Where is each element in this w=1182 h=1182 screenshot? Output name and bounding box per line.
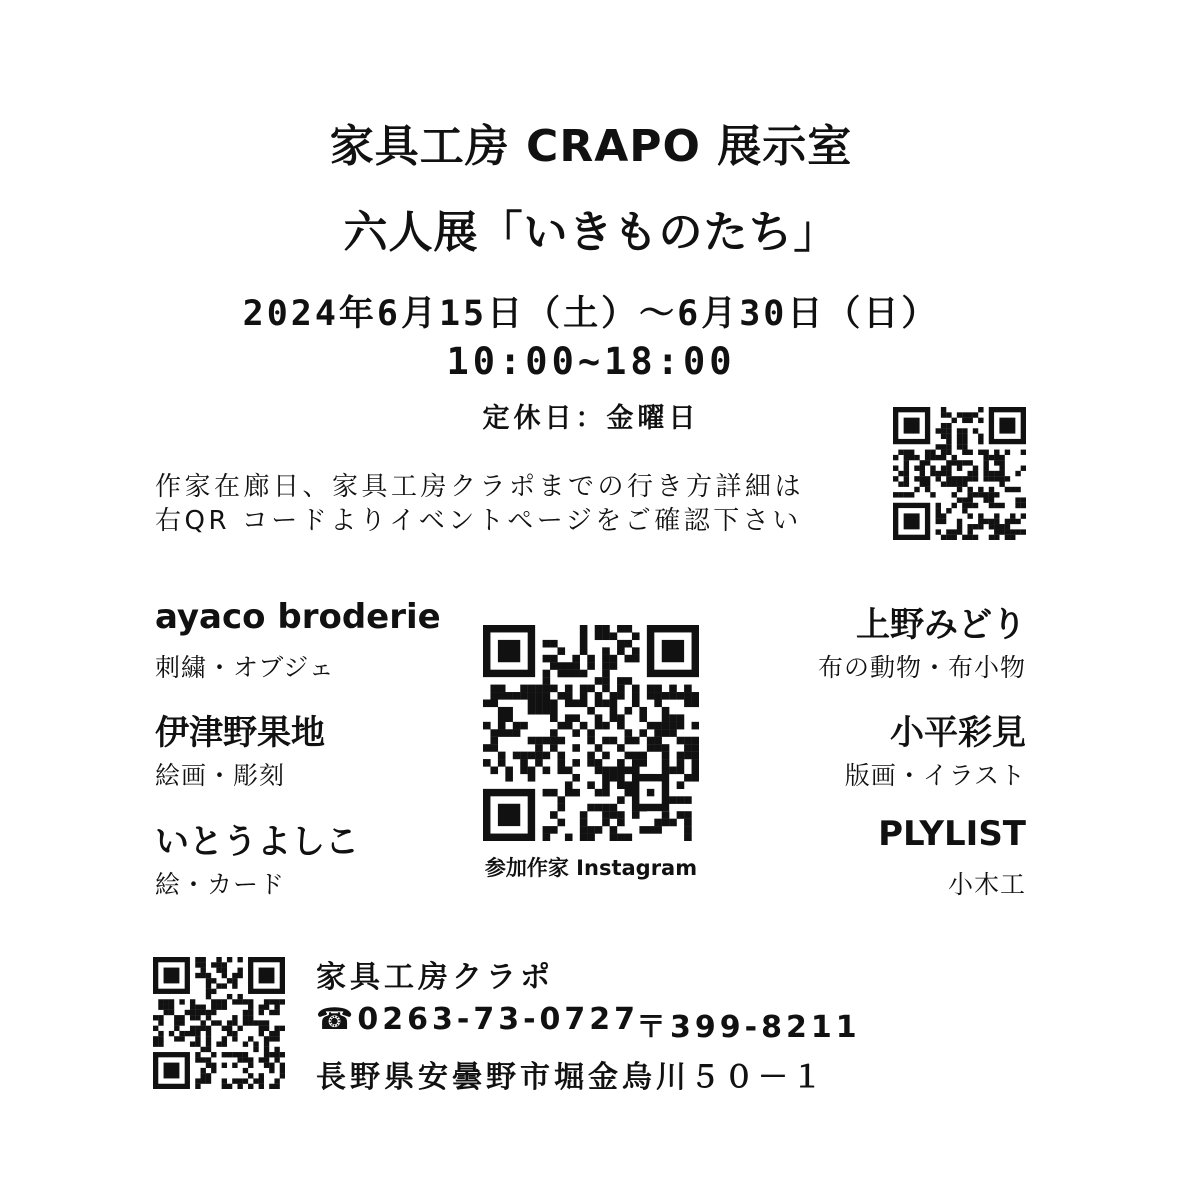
artist-name: 小平彩見 bbox=[890, 713, 1026, 753]
artist-genre: 刺繍・オブジェ bbox=[155, 653, 335, 682]
closed-day: 定休日：金曜日 bbox=[482, 403, 700, 434]
qr-code-artists-instagram-icon[interactable] bbox=[483, 625, 699, 841]
access-note-line1: 作家在廊日、家具工房クラポまでの行き方詳細は bbox=[155, 472, 805, 502]
access-note-line2: 右QR コードよりイベントページをご確認下さい bbox=[155, 506, 802, 536]
artist-name: 上野みどり bbox=[856, 605, 1026, 645]
access-note bbox=[155, 470, 875, 538]
artist-genre: 布の動物・布小物 bbox=[817, 653, 1026, 682]
artist-genre: 版画・イラスト bbox=[844, 761, 1026, 790]
artist-genre: 絵画・彫刻 bbox=[155, 761, 286, 790]
exhibition-dates: 2024年6月15日（土）～6月30日（日） bbox=[242, 294, 940, 334]
artist-name: ayaco broderie bbox=[155, 597, 441, 637]
shop-postal-code: 〒399-8211 bbox=[636, 1010, 861, 1045]
qr-caption: 参加作家 Instagram bbox=[484, 856, 698, 880]
artist-name: PLYLIST bbox=[878, 814, 1026, 854]
exhibition-title: 六人展「いきものたち」 bbox=[343, 207, 839, 258]
shop-name: 家具工房クラポ bbox=[316, 960, 554, 995]
artist-name: いとうよしこ bbox=[155, 822, 359, 862]
opening-hours: 10:00~18:00 bbox=[446, 340, 736, 383]
artist-genre: 小木工 bbox=[947, 870, 1026, 899]
artist-name: 伊津野果地 bbox=[155, 713, 325, 753]
artist-genre: 絵・カード bbox=[155, 870, 286, 899]
shop-phone: ☎0263-73-0727 bbox=[316, 1002, 640, 1037]
shop-address: 長野県安曇野市堀金烏川５０－１ bbox=[316, 1060, 826, 1095]
exhibition-venue-title: 家具工房 CRAPO 展示室 bbox=[329, 121, 853, 172]
qr-code-event-page-icon[interactable] bbox=[893, 407, 1026, 540]
qr-code-shop-icon[interactable] bbox=[153, 957, 285, 1089]
